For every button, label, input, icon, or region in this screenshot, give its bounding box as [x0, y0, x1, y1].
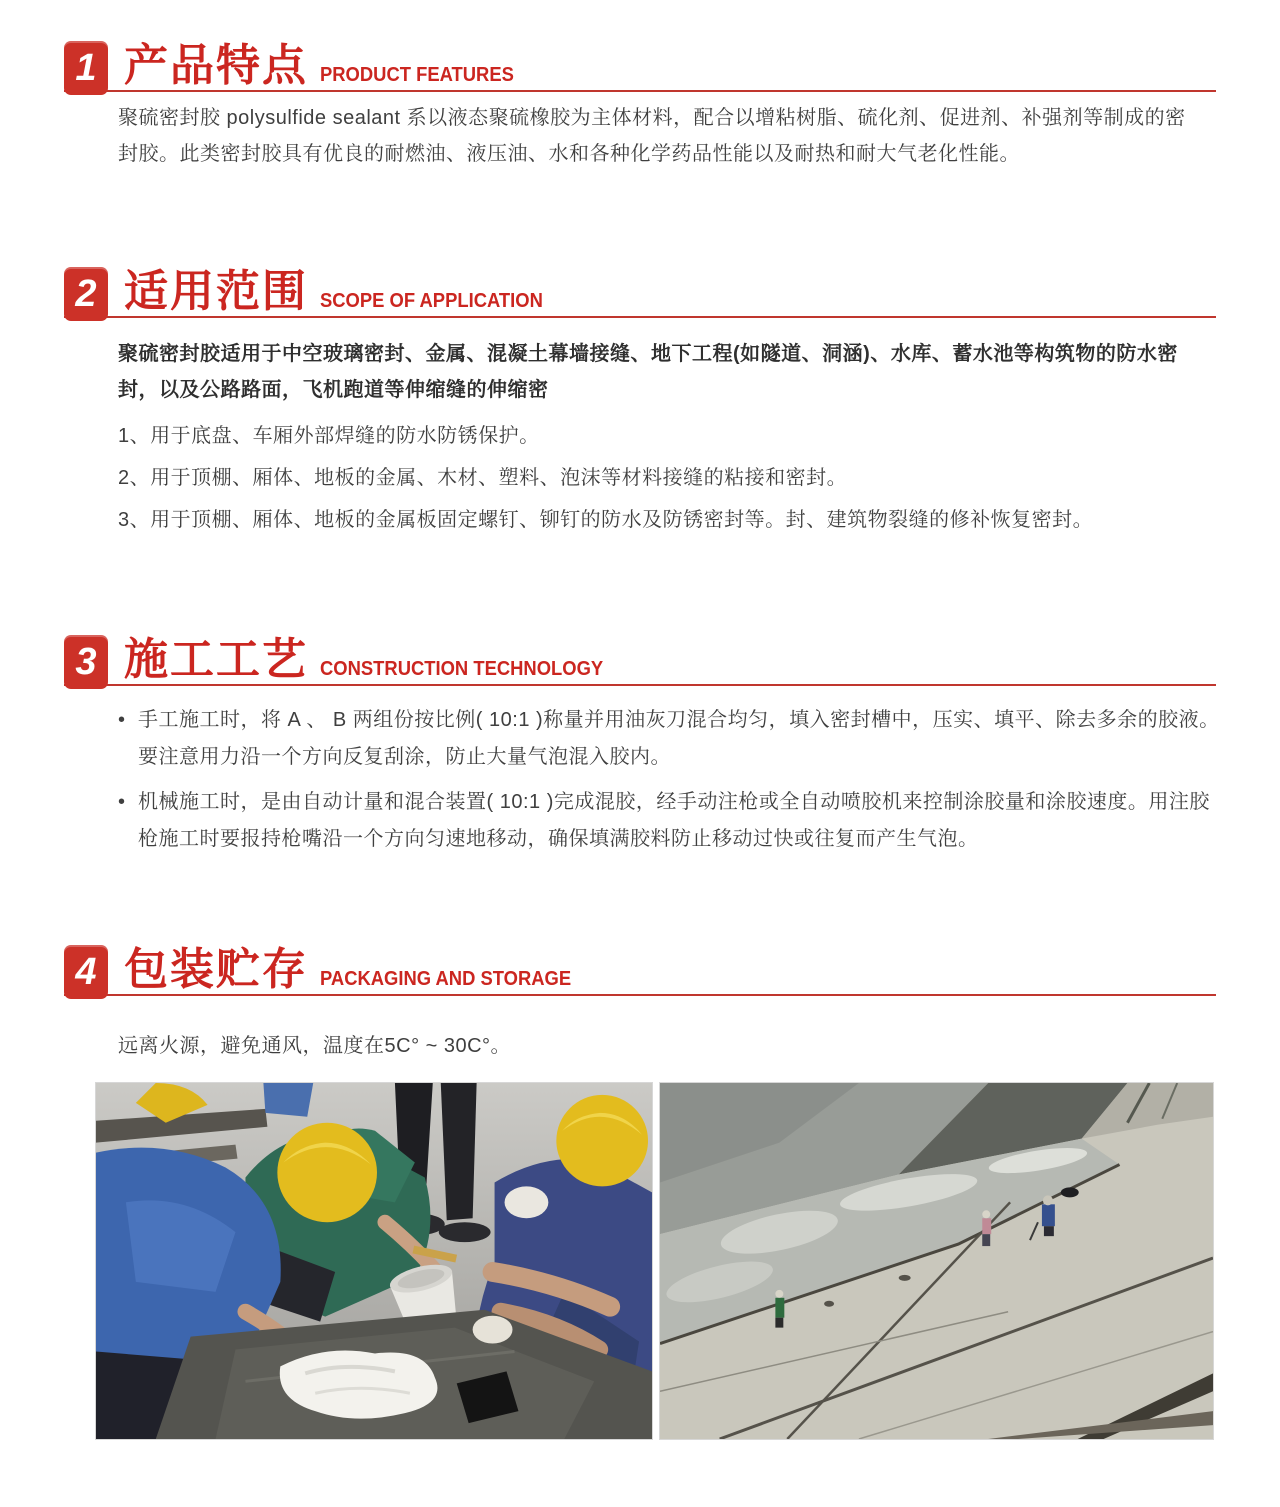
photo-right-illustration [660, 1083, 1213, 1439]
bullet-item [118, 784, 1220, 858]
section-4-number: 4 [75, 950, 97, 993]
list-item: 2、用于顶棚、厢体、地板的金属、木材、塑料、泡沫等材料接缝的粘接和密封。 [118, 467, 848, 489]
section-1-number: 1 [75, 46, 97, 89]
bullet-item [118, 702, 1220, 776]
section-4-subtitle: PACKAGING AND STORAGE [320, 968, 572, 990]
section-3-bullets [118, 702, 1220, 866]
list-item: 3、用于顶棚、厢体、地板的金属板固定螺钉、铆钉的防水及防锈密封等。封、建筑物裂缝的修补恢复密封。 [118, 509, 1094, 531]
photo-left-illustration [96, 1083, 652, 1439]
section-3-title: 施工工艺 [124, 635, 308, 684]
section-2-underline [64, 316, 1216, 318]
section-4-number-badge [64, 945, 108, 999]
section-2-number-badge [64, 267, 108, 321]
section-1-body: 聚硫密封胶 polysulfide sealant 系以液态聚硫橡胶为主体材料，配合以增粘树脂、硫化剂、促进剂、补强剂等制成的密封胶。此类密封胶具有优良的耐燃油、液压油、水和各种化学药品性能以及耐热和耐大气老化性能。 [118, 107, 1186, 165]
section-3-number: 3 [75, 640, 97, 683]
section-1-subtitle: PRODUCT FEATURES [320, 64, 514, 86]
section-2-header [64, 266, 1216, 318]
section-3-subtitle: CONSTRUCTION TECHNOLOGY [320, 658, 604, 680]
worker-pink [982, 1210, 991, 1246]
photo-workers-applying-sealant [95, 1082, 653, 1440]
bullet-text: 手工施工时，将 A 、 B 两组份按比例( 10:1 )称量并用油灰刀混合均匀，填入密封槽中，压实、填平、除去多余的胶液。要注意用力沿一个方向反复刮涂，防止大量气泡混入胶内。 [138, 709, 1220, 768]
section-2-intro: 聚硫密封胶适用于中空玻璃密封、金属、混凝土幕墙接缝、地下工程(如隧道、洞涵)、水库、蓄水池等构筑物的防水密封，以及公路路面，飞机跑道等伸缩缝的伸缩密 [118, 343, 1178, 401]
section-1-title: 产品特点 [124, 41, 308, 90]
section-4-underline [64, 994, 1216, 996]
bullet-dot-icon: • [118, 709, 126, 731]
section-4-header [64, 944, 1216, 996]
photo-concrete-slope [659, 1082, 1214, 1440]
bullet-text: 机械施工时，是由自动计量和混合装置( 10:1 )完成混胶，经手动注枪或全自动喷胶机来控制涂胶量和涂胶速度。用注胶枪施工时要报持枪嘴沿一个方向匀速地移动，确保填满胶料防止移动过快或往复而产生气泡。 [138, 791, 1210, 850]
section-2-subtitle: SCOPE OF APPLICATION [320, 290, 543, 312]
section-1-number-badge [64, 41, 108, 95]
section-2-title: 适用范围 [124, 267, 308, 316]
section-4-title: 包装贮存 [124, 945, 308, 994]
section-4-body: 远离火源，避免通风，温度在5C° ~ 30C°。 [118, 1035, 512, 1057]
section-2-number: 2 [75, 272, 97, 315]
section-3-header [64, 634, 1216, 686]
section-1-underline [64, 90, 1216, 92]
section-2-list [118, 420, 1218, 546]
section-1-header [64, 40, 1216, 92]
list-item: 1、用于底盘、车厢外部焊缝的防水防锈保护。 [118, 425, 540, 447]
section-3-number-badge [64, 635, 108, 689]
bullet-dot-icon: • [118, 791, 126, 813]
section-3-underline [64, 684, 1216, 686]
